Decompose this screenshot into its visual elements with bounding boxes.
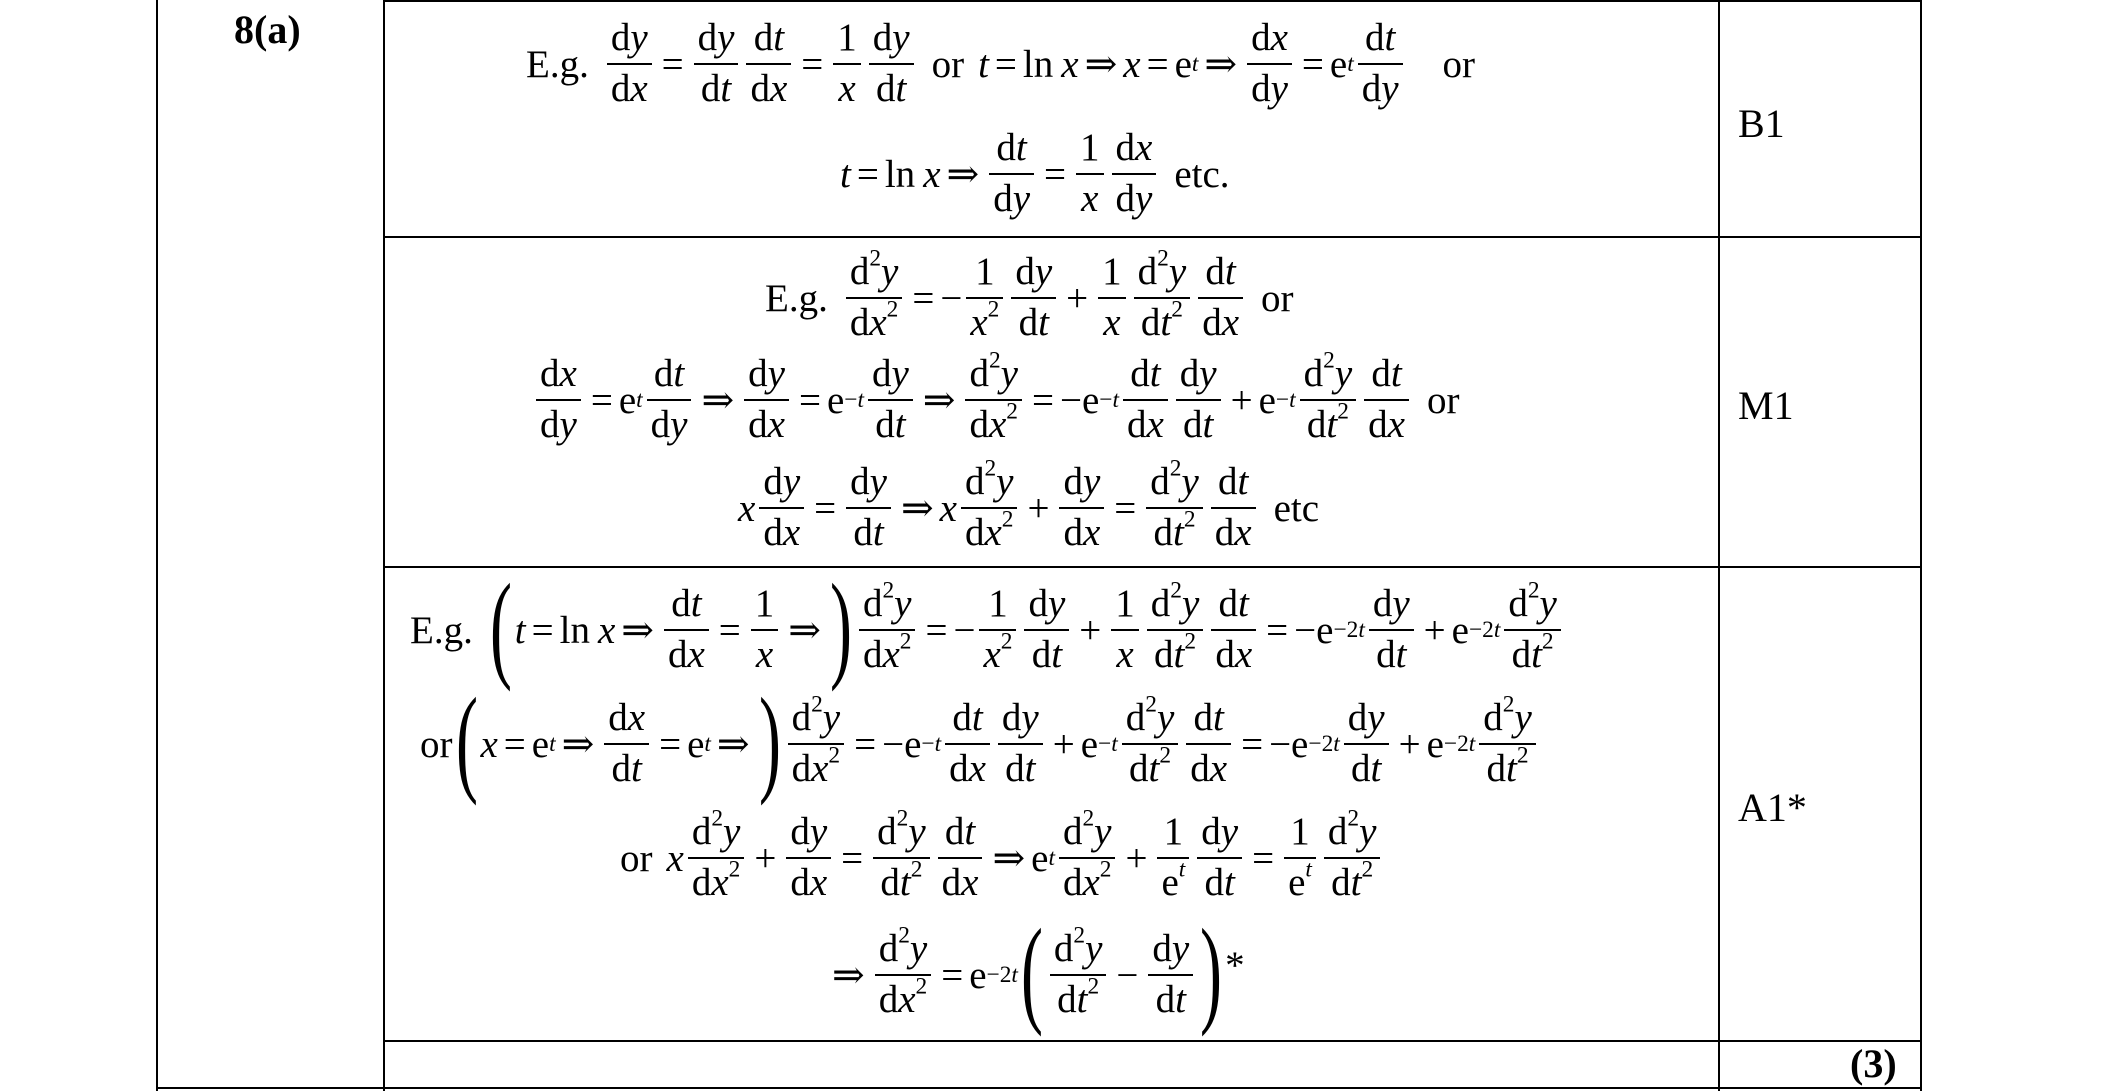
fraction: $\frac{dy}{dt}$ bbox=[869, 18, 914, 110]
fraction: $\frac{dy}{dt}$ bbox=[1011, 252, 1056, 344]
row-divider-1 bbox=[383, 236, 1922, 238]
a1-line-4: ⇒ $\frac{d^2y}{dx^2}$ = e −2t ( $\frac{d^2y}{dt^2}$ − $\frac{dy}{dt}$ ) * bbox=[832, 904, 1245, 1037]
fraction: $\frac{dt}{dx}$ bbox=[1123, 354, 1168, 446]
fraction: $\frac{dt}{dx}$ bbox=[1364, 354, 1409, 446]
fraction: $\frac{dx}{dy}$ bbox=[1112, 128, 1157, 220]
fraction: $\frac{d^2y}{dx^2}$ bbox=[788, 698, 845, 790]
fraction: $\frac{dx}{dy}$ bbox=[536, 354, 581, 446]
fraction: $\frac{dt}{dx}$ bbox=[1211, 462, 1256, 554]
fraction: $\frac{d^2y}{dx^2}$ bbox=[875, 929, 932, 1021]
star-marker: * bbox=[1225, 943, 1245, 987]
fraction: $\frac{dy}{dx}$ bbox=[759, 462, 804, 554]
fraction: $\frac{dt}{dx}$ bbox=[945, 698, 990, 790]
or-label: or bbox=[420, 722, 453, 766]
fraction: $\frac{1}{e^t}$ bbox=[1284, 812, 1316, 904]
mark-a1: A1* bbox=[1738, 785, 1807, 830]
left-paren: ( bbox=[1020, 904, 1043, 1037]
table-divider-marks bbox=[1718, 0, 1720, 1091]
fraction: $\frac{1}{x}$ bbox=[1111, 584, 1139, 676]
mark-b1: B1 bbox=[1738, 101, 1785, 146]
fraction: $\frac{1}{x}$ bbox=[751, 584, 779, 676]
fraction: $\frac{dy}{dt}$ bbox=[694, 18, 739, 110]
fraction: $\frac{dx}{dt}$ bbox=[604, 698, 649, 790]
fraction: $\frac{dt}{dy}$ bbox=[989, 128, 1034, 220]
fraction: $\frac{dt}{dx}$ bbox=[1198, 252, 1243, 344]
table-border-right bbox=[1920, 0, 1922, 1091]
fraction: $\frac{dy}{dt}$ bbox=[1369, 584, 1414, 676]
left-paren: ( bbox=[489, 559, 512, 692]
fraction: $\frac{d^2y}{dx^2}$ bbox=[965, 354, 1022, 446]
or-label: or bbox=[620, 836, 653, 880]
fraction: $\frac{dy}{dt}$ bbox=[1197, 812, 1242, 904]
fraction: $\frac{dy}{dx}$ bbox=[607, 18, 652, 110]
table-divider-question bbox=[383, 0, 385, 1091]
m1-line-3: x $\frac{dy}{dx}$ = $\frac{dy}{dt}$ ⇒ x $\frac{d^2y}{dx^2}$ + $\frac{dy}{dx}$ = $\frac{d^2y}{dt^2}$ $\frac{dt}{dx}$ etc bbox=[738, 455, 1320, 554]
fraction: $\frac{d^2y}{dt^2}$ bbox=[1324, 812, 1381, 904]
right-paren: ) bbox=[829, 559, 852, 692]
fraction: $\frac{d^2y}{dt^2}$ bbox=[1050, 929, 1107, 1021]
fraction: $\frac{dt}{dy}$ bbox=[647, 354, 692, 446]
row-divider-3 bbox=[383, 1040, 1922, 1042]
or-label: or bbox=[1442, 42, 1476, 86]
fraction: $\frac{d^2y}{dx^2}$ bbox=[859, 584, 916, 676]
fraction: $\frac{d^2y}{dx^2}$ bbox=[1059, 812, 1116, 904]
fraction: $\frac{dy}{dt}$ bbox=[1024, 584, 1069, 676]
b1-line-1: E.g. $\frac{dy}{dx}$ = $\frac{dy}{dt}$ $\frac{dt}{dx}$ = $\frac{1}{x}$ $\frac{dy}{dt}$ or t = ln x ⇒ x = e t ⇒ $\frac{dx}{dy}$ = e t $\frac{dt}{dy}$ or bbox=[526, 16, 1476, 110]
fraction: $\frac{d^2y}{dx^2}$ bbox=[688, 812, 745, 904]
fraction: $\frac{dt}{dx}$ bbox=[1211, 584, 1256, 676]
fraction: $\frac{dy}{dt}$ bbox=[1176, 354, 1221, 446]
fraction: $\frac{d^2y}{dx^2}$ bbox=[846, 252, 903, 344]
fraction: $\frac{d^2y}{dt^2}$ bbox=[873, 812, 930, 904]
fraction: $\frac{dy}{dt}$ bbox=[846, 462, 891, 554]
right-paren: ) bbox=[758, 673, 781, 806]
fraction: $\frac{d^2y}{dt^2}$ bbox=[1134, 252, 1191, 344]
fraction: $\frac{1}{e^t}$ bbox=[1157, 812, 1189, 904]
eg-label: E.g. bbox=[410, 608, 473, 652]
fraction: $\frac{d^2y}{dt^2}$ bbox=[1147, 584, 1204, 676]
or-label: or bbox=[931, 42, 965, 86]
or-label: or bbox=[1261, 276, 1294, 320]
a1-line-2: or ( x = e t ⇒ $\frac{dx}{dt}$ = e t ⇒ ) $\frac{d^2y}{dx^2}$ = −e −t $\frac{dt}{dx}$ $\frac{dy}{dt}$ + e −t $\frac{d^2y}{dt^2}$ $\frac{dt}{dx}$ = −e −2t $\frac{dy}{dt}$ + e −2t $\frac{d^2y}{dt^2}$ bbox=[420, 692, 1540, 796]
fraction: $\frac{1}{x}$ bbox=[833, 18, 861, 110]
fraction: $\frac{dx}{dy}$ bbox=[1247, 18, 1292, 110]
fraction: $\frac{1}{x}$ bbox=[1076, 128, 1104, 220]
fraction: $\frac{dt}{dx}$ bbox=[664, 584, 709, 676]
table-border-left bbox=[156, 0, 158, 1091]
fraction: $\frac{dy}{dx}$ bbox=[786, 812, 831, 904]
etc-label: etc. bbox=[1174, 152, 1230, 196]
fraction: $\frac{dt}{dx}$ bbox=[938, 812, 983, 904]
fraction: $\frac{dt}{dy}$ bbox=[1358, 18, 1403, 110]
fraction: $\frac{d^2y}{dt^2}$ bbox=[1300, 354, 1357, 446]
left-paren: ( bbox=[455, 673, 478, 806]
eg-label: E.g. bbox=[526, 42, 589, 86]
fraction: $\frac{1}{x^2}$ bbox=[966, 252, 1003, 344]
or-label: or bbox=[1426, 378, 1460, 422]
fraction: $\frac{dt}{dx}$ bbox=[1186, 698, 1231, 790]
mark-m1: M1 bbox=[1738, 383, 1794, 428]
b1-line-2: t = ln x ⇒ $\frac{dt}{dy}$ = $\frac{1}{x}$ $\frac{dx}{dy}$ etc. bbox=[840, 126, 1230, 220]
etc-label: etc bbox=[1273, 486, 1320, 530]
a1-line-1: E.g. ( t = ln x ⇒ $\frac{dt}{dx}$ = $\frac{1}{x}$ ⇒ ) $\frac{d^2y}{dx^2}$ = − $\frac{1}{x^2}$ $\frac{dy}{dt}$ + $\frac{1}{x}$ $\frac{d^2y}{dt^2}$ $\frac{dt}{dx}$ = −e −2t $\frac{dy}{dt}$ + e −2t $\frac{d^2y}{dt^2}$ bbox=[410, 578, 1565, 682]
a1-line-3: or x $\frac{d^2y}{dx^2}$ + $\frac{dy}{dx}$ = $\frac{d^2y}{dt^2}$ $\frac{dt}{dx}$ ⇒ e t $\frac{d^2y}{dx^2}$ + $\frac{1}{e^t}$ $\frac{dy}{dt}$ = $\frac{1}{e^t}$ $\frac{d^2y}{dt^2}$ bbox=[620, 806, 1384, 910]
fraction: $\frac{dy}{dx}$ bbox=[744, 354, 789, 446]
fraction: $\frac{d^2y}{dt^2}$ bbox=[1146, 462, 1203, 554]
fraction: $\frac{dy}{dt}$ bbox=[868, 354, 913, 446]
fraction: $\frac{d^2y}{dt^2}$ bbox=[1122, 698, 1179, 790]
eg-label: E.g. bbox=[765, 276, 828, 320]
fraction: $\frac{1}{x}$ bbox=[1098, 252, 1126, 344]
fraction: $\frac{dy}{dt}$ bbox=[998, 698, 1043, 790]
fraction: $\frac{d^2y}{dt^2}$ bbox=[1479, 698, 1536, 790]
row-divider-2 bbox=[383, 566, 1922, 568]
right-paren: ) bbox=[1200, 904, 1223, 1037]
fraction: $\frac{d^2y}{dx^2}$ bbox=[961, 462, 1018, 554]
fraction: $\frac{1}{x^2}$ bbox=[979, 584, 1016, 676]
table-border-top bbox=[383, 0, 1922, 2]
fraction: $\frac{d^2y}{dt^2}$ bbox=[1504, 584, 1561, 676]
fraction: $\frac{dy}{dx}$ bbox=[1059, 462, 1104, 554]
fraction: $\frac{dt}{dx}$ bbox=[746, 18, 791, 110]
fraction: $\frac{dy}{dt}$ bbox=[1344, 698, 1389, 790]
question-number: 8(a) bbox=[234, 7, 301, 52]
m1-line-2: $\frac{dx}{dy}$ = e t $\frac{dt}{dy}$ ⇒ $\frac{dy}{dx}$ = e −t $\frac{dy}{dt}$ ⇒ $\frac{d^2y}{dx^2}$ = −e −t $\frac{dt}{dx}$ $\frac{dy}{dt}$ + e −t $\frac{d^2y}{dt^2}$ $\frac{dt}{dx}$ or bbox=[532, 350, 1459, 450]
table-border-bottom bbox=[156, 1087, 1922, 1089]
total-marks: (3) bbox=[1850, 1041, 1897, 1086]
m1-line-1: E.g. $\frac{d^2y}{dx^2}$ = − $\frac{1}{x^2}$ $\frac{dy}{dt}$ + $\frac{1}{x}$ $\frac{d^2y}{dt^2}$ $\frac{dt}{dx}$ or bbox=[765, 245, 1294, 344]
fraction: $\frac{dy}{dt}$ bbox=[1148, 929, 1193, 1021]
